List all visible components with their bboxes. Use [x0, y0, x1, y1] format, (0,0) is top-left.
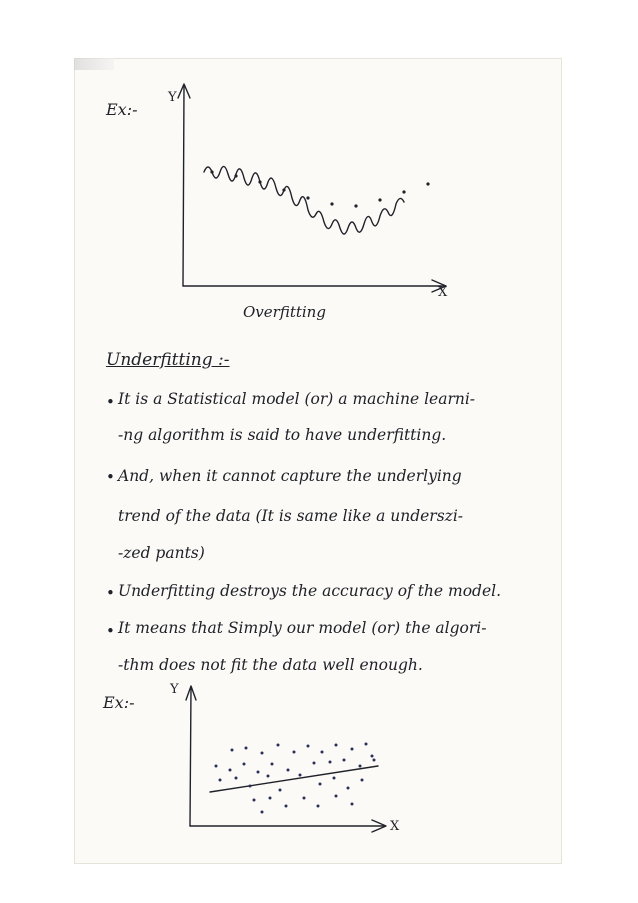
example1-x-axis-label: X	[438, 285, 448, 300]
section-line-7: It means that Simply our model (or) the algori-	[118, 619, 487, 637]
example2-y-axis-label: Y	[170, 682, 179, 697]
section-line-1: It is a Statistical model (or) a machine learni-	[118, 390, 476, 408]
bullet-3: •	[106, 584, 115, 602]
example1-caption: Overfitting	[243, 303, 326, 321]
example2-label: Ex:-	[103, 693, 135, 712]
section-heading: Underfitting :-	[106, 350, 230, 370]
example1-y-axis-label: Y	[168, 90, 177, 105]
bullet-2: •	[106, 468, 115, 486]
section-line-5: -zed pants)	[118, 544, 205, 562]
section-line-6: Underfitting destroys the accuracy of the model.	[118, 582, 502, 600]
section-line-2: -ng algorithm is said to have underfitting.	[118, 426, 447, 444]
example1-label: Ex:-	[106, 100, 138, 119]
section-line-4: trend of the data (It is same like a underszi-	[118, 507, 464, 525]
underfit-points	[215, 743, 376, 814]
bullet-1: •	[106, 393, 115, 411]
bullet-4: •	[106, 622, 115, 640]
y2-axis-line	[190, 688, 191, 826]
section-line-3: And, when it cannot capture the underlying	[118, 467, 462, 485]
section-line-8: -thm does not fit the data well enough.	[118, 656, 423, 674]
example2-x-axis-label: X	[390, 819, 400, 834]
